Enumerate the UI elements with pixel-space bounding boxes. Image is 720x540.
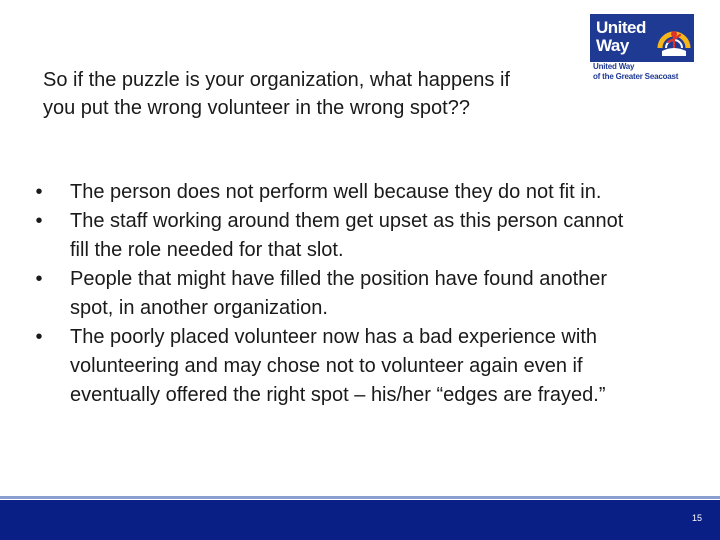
logo-word-way: Way: [596, 36, 629, 55]
bullet-marker: •: [35, 268, 43, 290]
bullet-item: [26, 207, 636, 265]
bullet-marker: •: [35, 326, 43, 348]
logo-tagline-line2: of the Greater Seacoast: [593, 72, 679, 81]
footer-bar: [0, 500, 720, 540]
bullet-item: [26, 265, 636, 323]
bullet-text: People that might have filled the position have found another spot, in another organization.: [70, 268, 608, 319]
bullet-item: [26, 323, 636, 410]
bullet-text: The staff working around them get upset as this person cannot fill the role needed for that slot.: [70, 210, 624, 261]
united-way-logo: [590, 14, 700, 94]
logo-tagline-line1: United Way: [593, 62, 635, 71]
page-number: 15: [691, 513, 702, 523]
bullet-text: The poorly placed volunteer now has a bad experience with volunteering and may chose not to volunteer again even if eventually offered the right spot – his/her “edges are frayed.”: [70, 326, 606, 406]
united-way-hand-rainbow-icon: [657, 18, 691, 58]
footer-divider: [0, 496, 720, 499]
slide-title: So if the puzzle is your organization, what happens if you put the wrong volunteer in the wrong spot??: [43, 69, 510, 119]
logo-box: [590, 14, 694, 62]
bullet-list: [26, 178, 636, 410]
bullet-item: [26, 178, 636, 207]
bullet-marker: •: [35, 181, 43, 203]
bullet-text: The person does not perform well because they do not fit in.: [70, 181, 602, 203]
logo-word-united: United: [596, 18, 646, 37]
bullet-marker: •: [35, 210, 43, 232]
